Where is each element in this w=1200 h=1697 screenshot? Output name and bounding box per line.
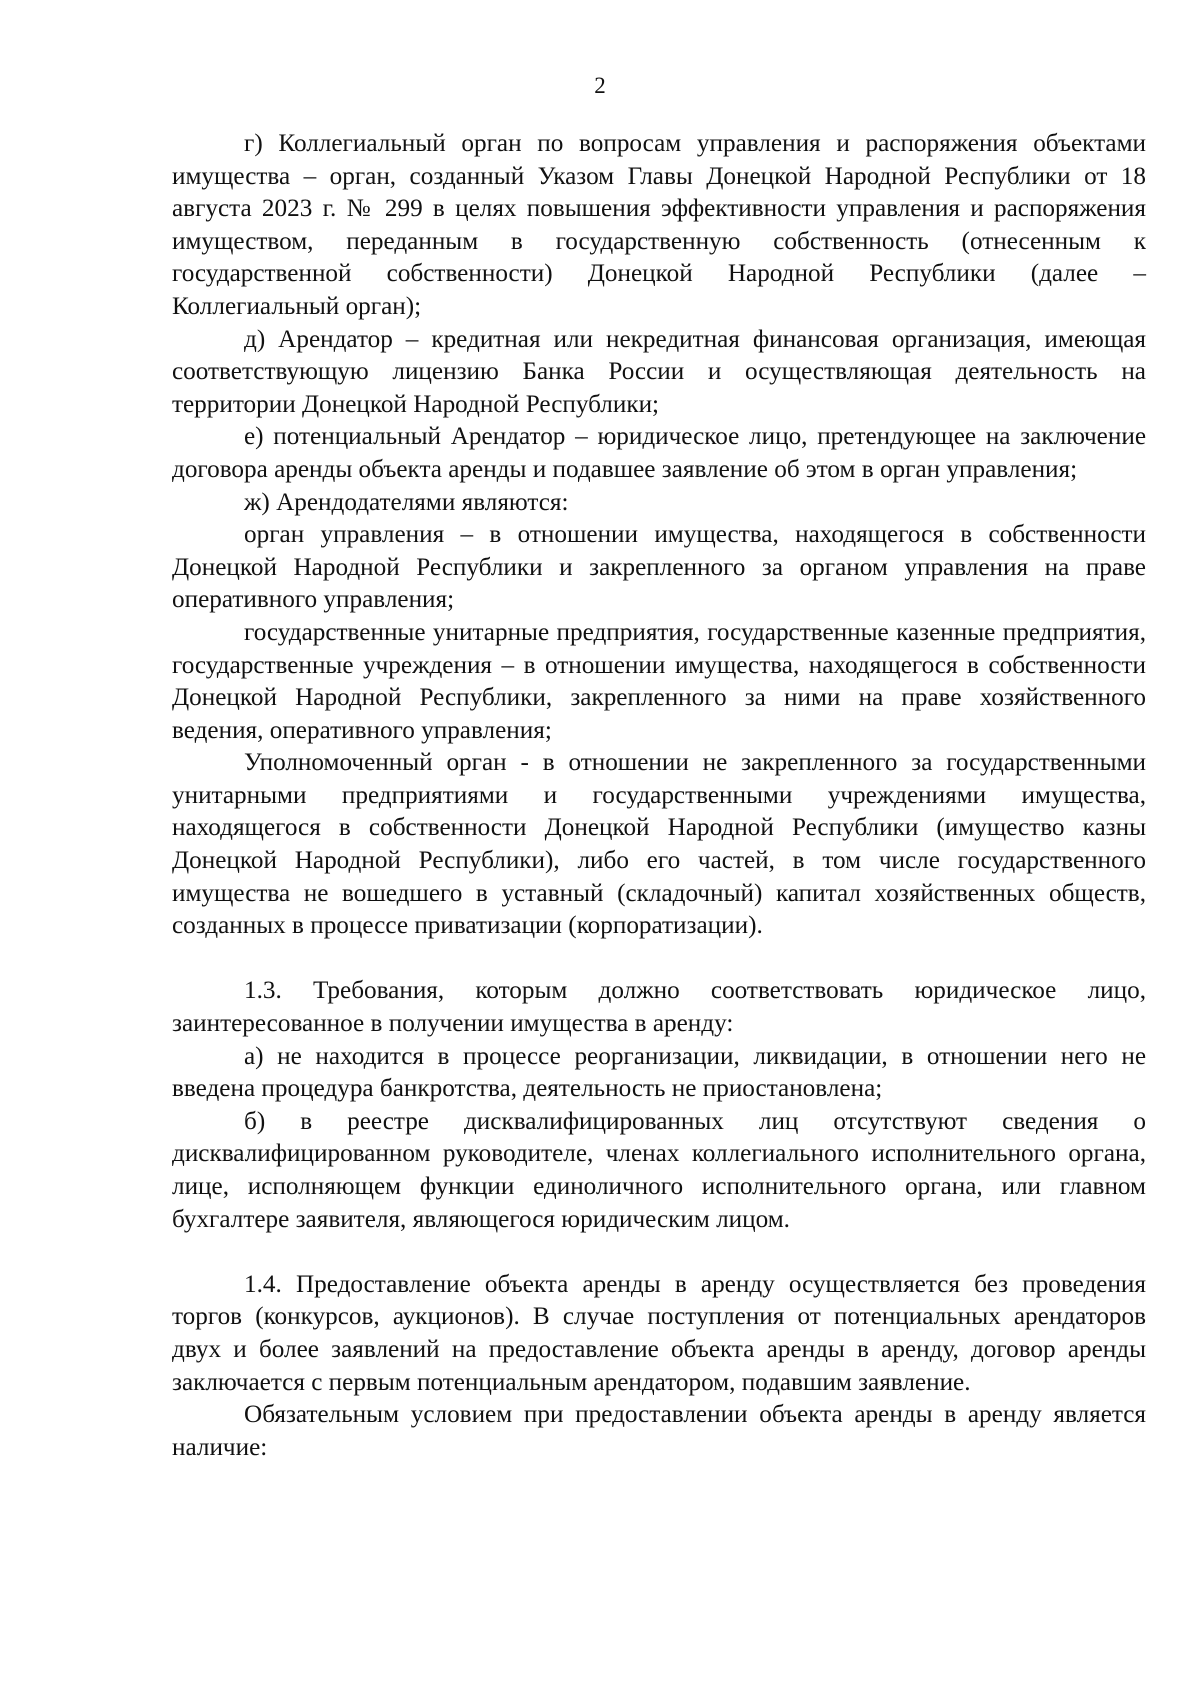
- page-number: 2: [594, 73, 606, 98]
- paragraph-lessor-state-enterprises: государственные унитарные предприятия, государственные казенные предприятия, государственные учреждения – в отношении имущества, находящегося в собственности Донецкой Народной Республики, закрепленного за ними на праве хозяйственного ведения, оперативного управления;: [172, 618, 1146, 744]
- paragraph-lessor-authorized-body: Уполномоченный орган - в отношении не закрепленного за государственными унитарными предприятиями и государственными учреждениями имущества, находящегося в собственности Донецкой Народной Республики (имущество казны Донецкой Народной Республики), либо его частей, в том числе государственного имущества не вошедшего в уставный (складочный) капитал хозяйственных обществ, созданных в процессе приватизации (корпоратизации).: [172, 749, 1146, 940]
- paragraph-item-b: б) в реестре дисквалифицированных лиц отсутствуют сведения о дисквалифицированном руководителе, членах коллегиального исполнительного органа, лице, исполняющем функции единоличного исполнительного органа, или главном бухгалтере заявителя, являющегося юридическим лицом.: [172, 1107, 1146, 1233]
- paragraph-section-1-3: 1.3. Требования, которым должно соответствовать юридическое лицо, заинтересованное в получении имущества в аренду:: [172, 977, 1146, 1038]
- paragraph-item-a: а) не находится в процессе реорганизации, ликвидации, в отношении него не введена процедура банкротства, деятельность не приостановлена;: [172, 1042, 1146, 1103]
- paragraph-lessor-management-body: орган управления – в отношении имущества, находящегося в собственности Донецкой Народной Республики и закрепленного за органом управления на праве оперативного управления;: [172, 521, 1146, 614]
- paragraph-section-1-4: 1.4. Предоставление объекта аренды в аренду осуществляется без проведения торгов (конкурсов, аукционов). В случае поступления от потенциальных арендаторов двух и более заявлений на предоставление объекта аренды в аренду, договор аренды заключается с первым потенциальным арендатором, подавшим заявление.: [172, 1270, 1146, 1396]
- paragraph-item-g: г) Коллегиальный орган по вопросам управления и распоряжения объектами имущества – орган, созданный Указом Главы Донецкой Народной Республики от 18 августа 2023 г. № 299 в целях повышения эффективности управления и распоряжения имуществом, переданным в государственную собственность (отнесенным к государственной собственности) Донецкой Народной Республики (далее – Коллегиальный орган);: [172, 130, 1146, 320]
- paragraph-item-d: д) Арендатор – кредитная или некредитная финансовая организация, имеющая соответствующую лицензию Банка России и осуществляющая деятельность на территории Донецкой Народной Республики;: [172, 325, 1146, 418]
- document-body: [172, 128, 1146, 1464]
- paragraph-mandatory-condition: Обязательным условием при предоставлении объекта аренды в аренду является наличие:: [172, 1401, 1146, 1461]
- paragraph-item-e: е) потенциальный Арендатор – юридическое лицо, претендующее на заключение договора аренды объекта аренды и подавшее заявление об этом в орган управления;: [172, 423, 1146, 483]
- paragraph-item-zh: ж) Арендодателями являются:: [244, 488, 569, 516]
